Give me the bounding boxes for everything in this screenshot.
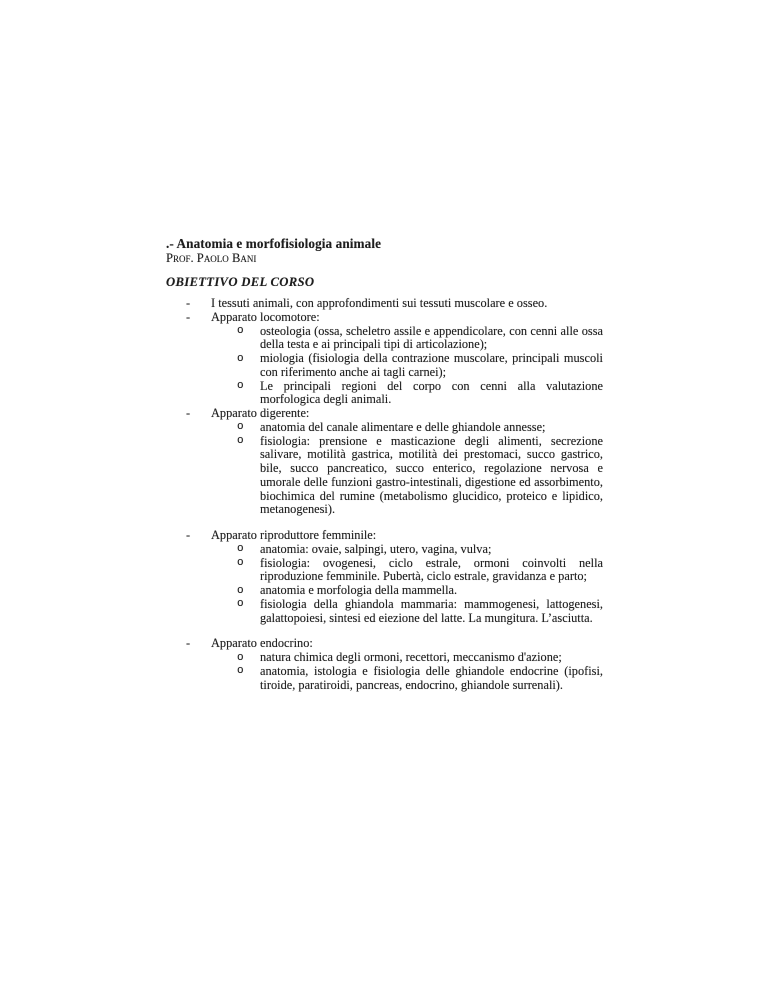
sub-list-item [166, 435, 603, 518]
sub-list-item [166, 651, 603, 665]
sub-list-item [166, 421, 603, 435]
professor-name: Prof. Paolo Bani [166, 251, 257, 265]
list-item [166, 637, 603, 651]
list-item-text: Apparato locomotore: [211, 309, 320, 324]
dash-bullet: - [186, 406, 191, 420]
circle-bullet: o [237, 651, 244, 664]
sub-list-item-text: anatomia: ovaie, salpingi, utero, vagina, vulva; [260, 541, 492, 556]
sub-list-item [166, 380, 603, 408]
dash-bullet: - [186, 528, 191, 542]
sub-list-item [166, 665, 603, 693]
sub-list-item [166, 352, 603, 380]
circle-bullet: o [237, 421, 244, 434]
sub-list-item [166, 584, 603, 598]
sub-list-item-text: anatomia, istologia e fisiologia delle ghiandole endocrine (ipofisi, tiroide, paratiroidi, pancreas, endocrino, ghiandole surrenali). [260, 663, 603, 692]
dash-bullet: - [186, 309, 191, 324]
circle-bullet: o [237, 435, 244, 447]
circle-bullet: o [237, 325, 244, 337]
dash-bullet: - [186, 296, 191, 310]
circle-bullet: o [237, 380, 244, 392]
list-item-text: Apparato digerente: [211, 406, 310, 420]
list-item-text: Apparato endocrino: [211, 636, 313, 651]
list-item-text: I tessuti animali, con approfondimenti sui tessuti muscolare e osseo. [211, 296, 548, 310]
sub-list-item-text: anatomia del canale alimentare e delle ghiandole annesse; [260, 419, 546, 434]
list-item [166, 297, 603, 311]
sub-list-item-text: fisiologia: prensione e masticazione degli alimenti, secrezione salivare, motilità gastrica, motilità dei prestomaci, succo gastrico, bile, succo pancreatico, succo enterico, regolazione nervosa e umorale delle funzioni gastro-intestinali, digestione ed assorbimento, biochimica del rumine (metabolismo glucidico, proteico e lipidico, metanogenesi). [260, 433, 603, 517]
circle-bullet: o [237, 598, 244, 611]
sub-list-item-text: fisiologia della ghiandola mammaria: mammogenesi, lattogenesi, galattopoiesi, sintesi ed eiezione del latte. La mungitura. L’asciutta. [260, 596, 603, 625]
sub-list-item-text: Le principali regioni del corpo con cenni alla valutazione morfologica degli animali. [260, 378, 603, 407]
list-item [166, 311, 603, 325]
sub-list-item [166, 325, 603, 353]
circle-bullet: o [237, 665, 244, 678]
sub-list-item-text: fisiologia: ovogenesi, ciclo estrale, ormoni coinvolti nella riproduzione femminile. Pubertà, ciclo estrale, gravidanza e parto; [260, 555, 603, 584]
sub-list-item [166, 598, 603, 626]
document-content [166, 236, 603, 692]
page-title: .- Anatomia e morfofisiologia animale [166, 236, 382, 251]
course-outline [166, 297, 603, 692]
sub-list-item-text: osteologia (ossa, scheletro assile e appendicolare, con cenni alle ossa della testa e ai principali tipi di articolazione); [260, 323, 603, 352]
sub-list-item-text: miologia (fisiologia della contrazione muscolare, principali muscoli con riferimento anche ai tagli carnei); [260, 351, 603, 379]
circle-bullet: o [237, 352, 244, 365]
circle-bullet: o [237, 543, 244, 556]
list-item [166, 407, 603, 421]
sub-list-item [166, 543, 603, 557]
list-item-text: Apparato riproduttore femminile: [211, 528, 377, 542]
section-heading: OBIETTIVO DEL CORSO [166, 275, 315, 289]
list-item [166, 529, 603, 543]
sub-list-item-text: anatomia e morfologia della mammella. [260, 583, 458, 597]
circle-bullet: o [237, 584, 244, 597]
sub-list-item-text: natura chimica degli ormoni, recettori, meccanismo d'azione; [260, 650, 562, 664]
circle-bullet: o [237, 557, 244, 569]
sub-list-item [166, 557, 603, 585]
dash-bullet: - [186, 636, 191, 651]
